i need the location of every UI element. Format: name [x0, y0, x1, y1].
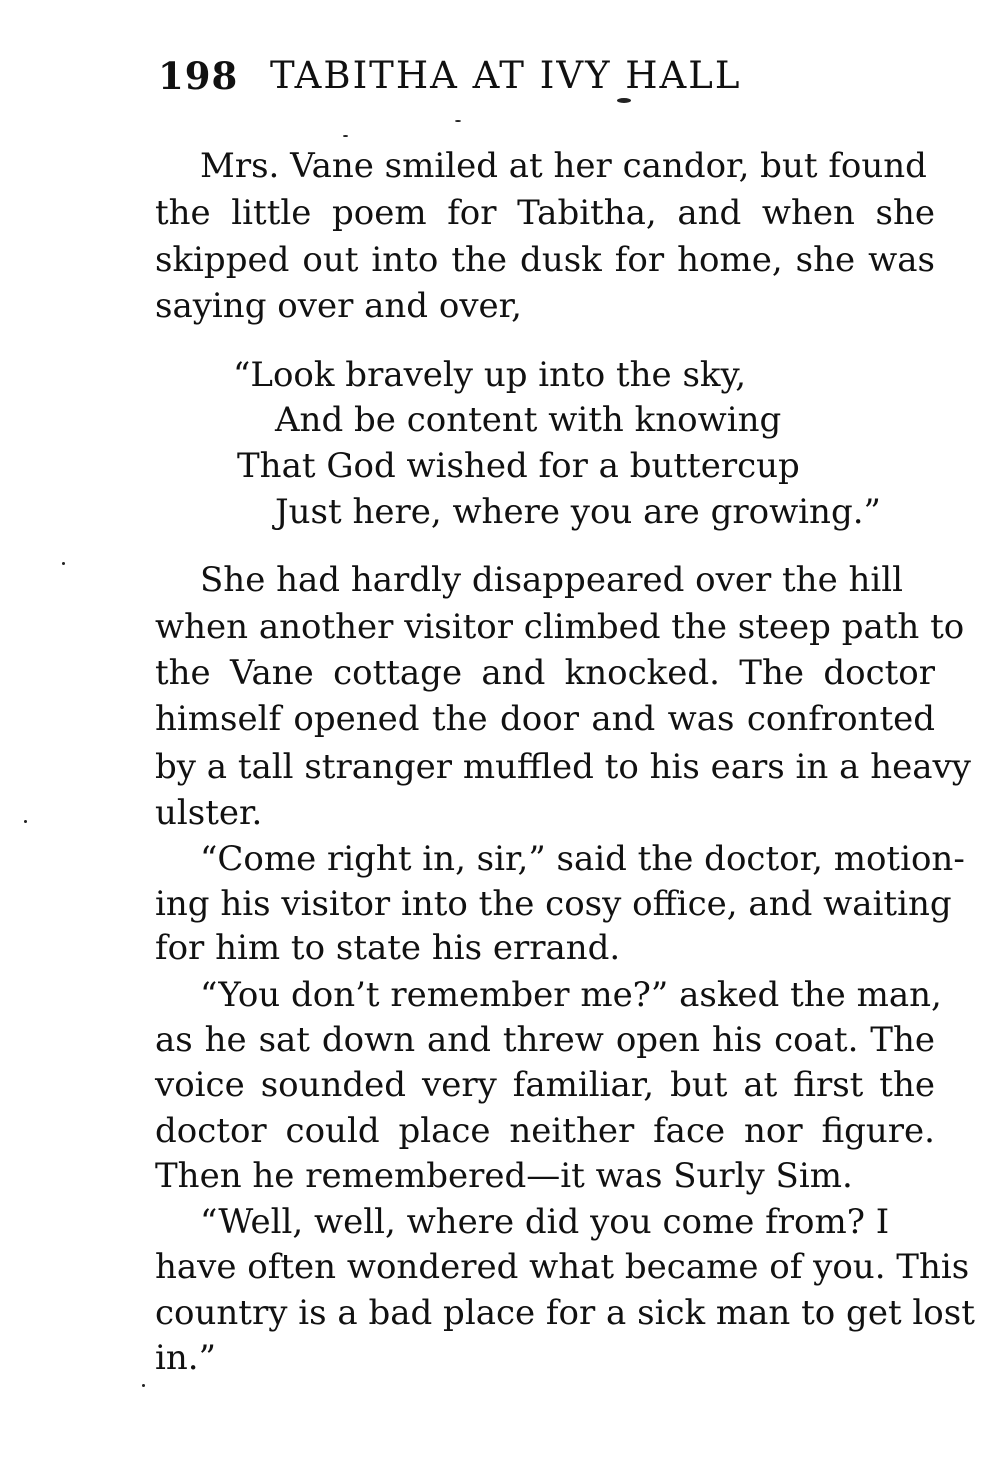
ink-speck [617, 98, 631, 103]
running-head [158, 54, 838, 104]
ink-speck [343, 135, 348, 137]
book-title: TABITHA AT IVY HALL [270, 54, 742, 97]
text-line: skipped out into the dusk for home, she was [155, 240, 935, 280]
ink-speck [62, 562, 65, 565]
poem-line: “Look bravely up into the sky, [233, 355, 747, 395]
ink-speck [455, 120, 461, 122]
poem-line: That God wished for a buttercup [237, 446, 800, 486]
poem-line: Just here, where you are growing.” [275, 492, 881, 532]
text-line: the Vane cottage and knocked. The doctor [155, 653, 935, 693]
text-line: voice sounded very familiar, but at first the [155, 1065, 935, 1105]
text-line: the little poem for Tabitha, and when she [155, 193, 935, 233]
poem-line: And be content with knowing [275, 400, 782, 440]
text-line: Mrs. Vane smiled at her candor, but found [200, 146, 927, 186]
text-line: ulster. [155, 793, 263, 833]
text-line: doctor could place neither face nor figure. [155, 1111, 935, 1151]
text-line: in.” [155, 1338, 216, 1378]
text-line: saying over and over, [155, 286, 522, 326]
text-line: She had hardly disappeared over the hill [200, 560, 904, 600]
page-number: 198 [158, 54, 239, 98]
text-line: “You don’t remember me?” asked the man, [200, 975, 942, 1015]
text-line: when another visitor climbed the steep path to [155, 607, 965, 647]
text-line: ing his visitor into the cosy office, and waiting [155, 884, 952, 924]
text-line: for him to state his errand. [155, 928, 621, 968]
text-line: “Come right in, sir,” said the doctor, motion- [200, 839, 965, 879]
ink-speck [142, 1384, 145, 1387]
text-line: Then he remembered—it was Surly Sim. [155, 1156, 853, 1196]
text-line: have often wondered what became of you. This [155, 1247, 970, 1287]
ink-speck [24, 820, 27, 823]
text-line: himself opened the door and was confronted [155, 699, 935, 739]
text-line: by a tall stranger muffled to his ears in a heavy [155, 747, 971, 787]
text-line: “Well, well, where did you come from? I [200, 1202, 890, 1242]
text-line: country is a bad place for a sick man to get lost [155, 1293, 975, 1333]
text-line: as he sat down and threw open his coat. The [155, 1020, 935, 1060]
